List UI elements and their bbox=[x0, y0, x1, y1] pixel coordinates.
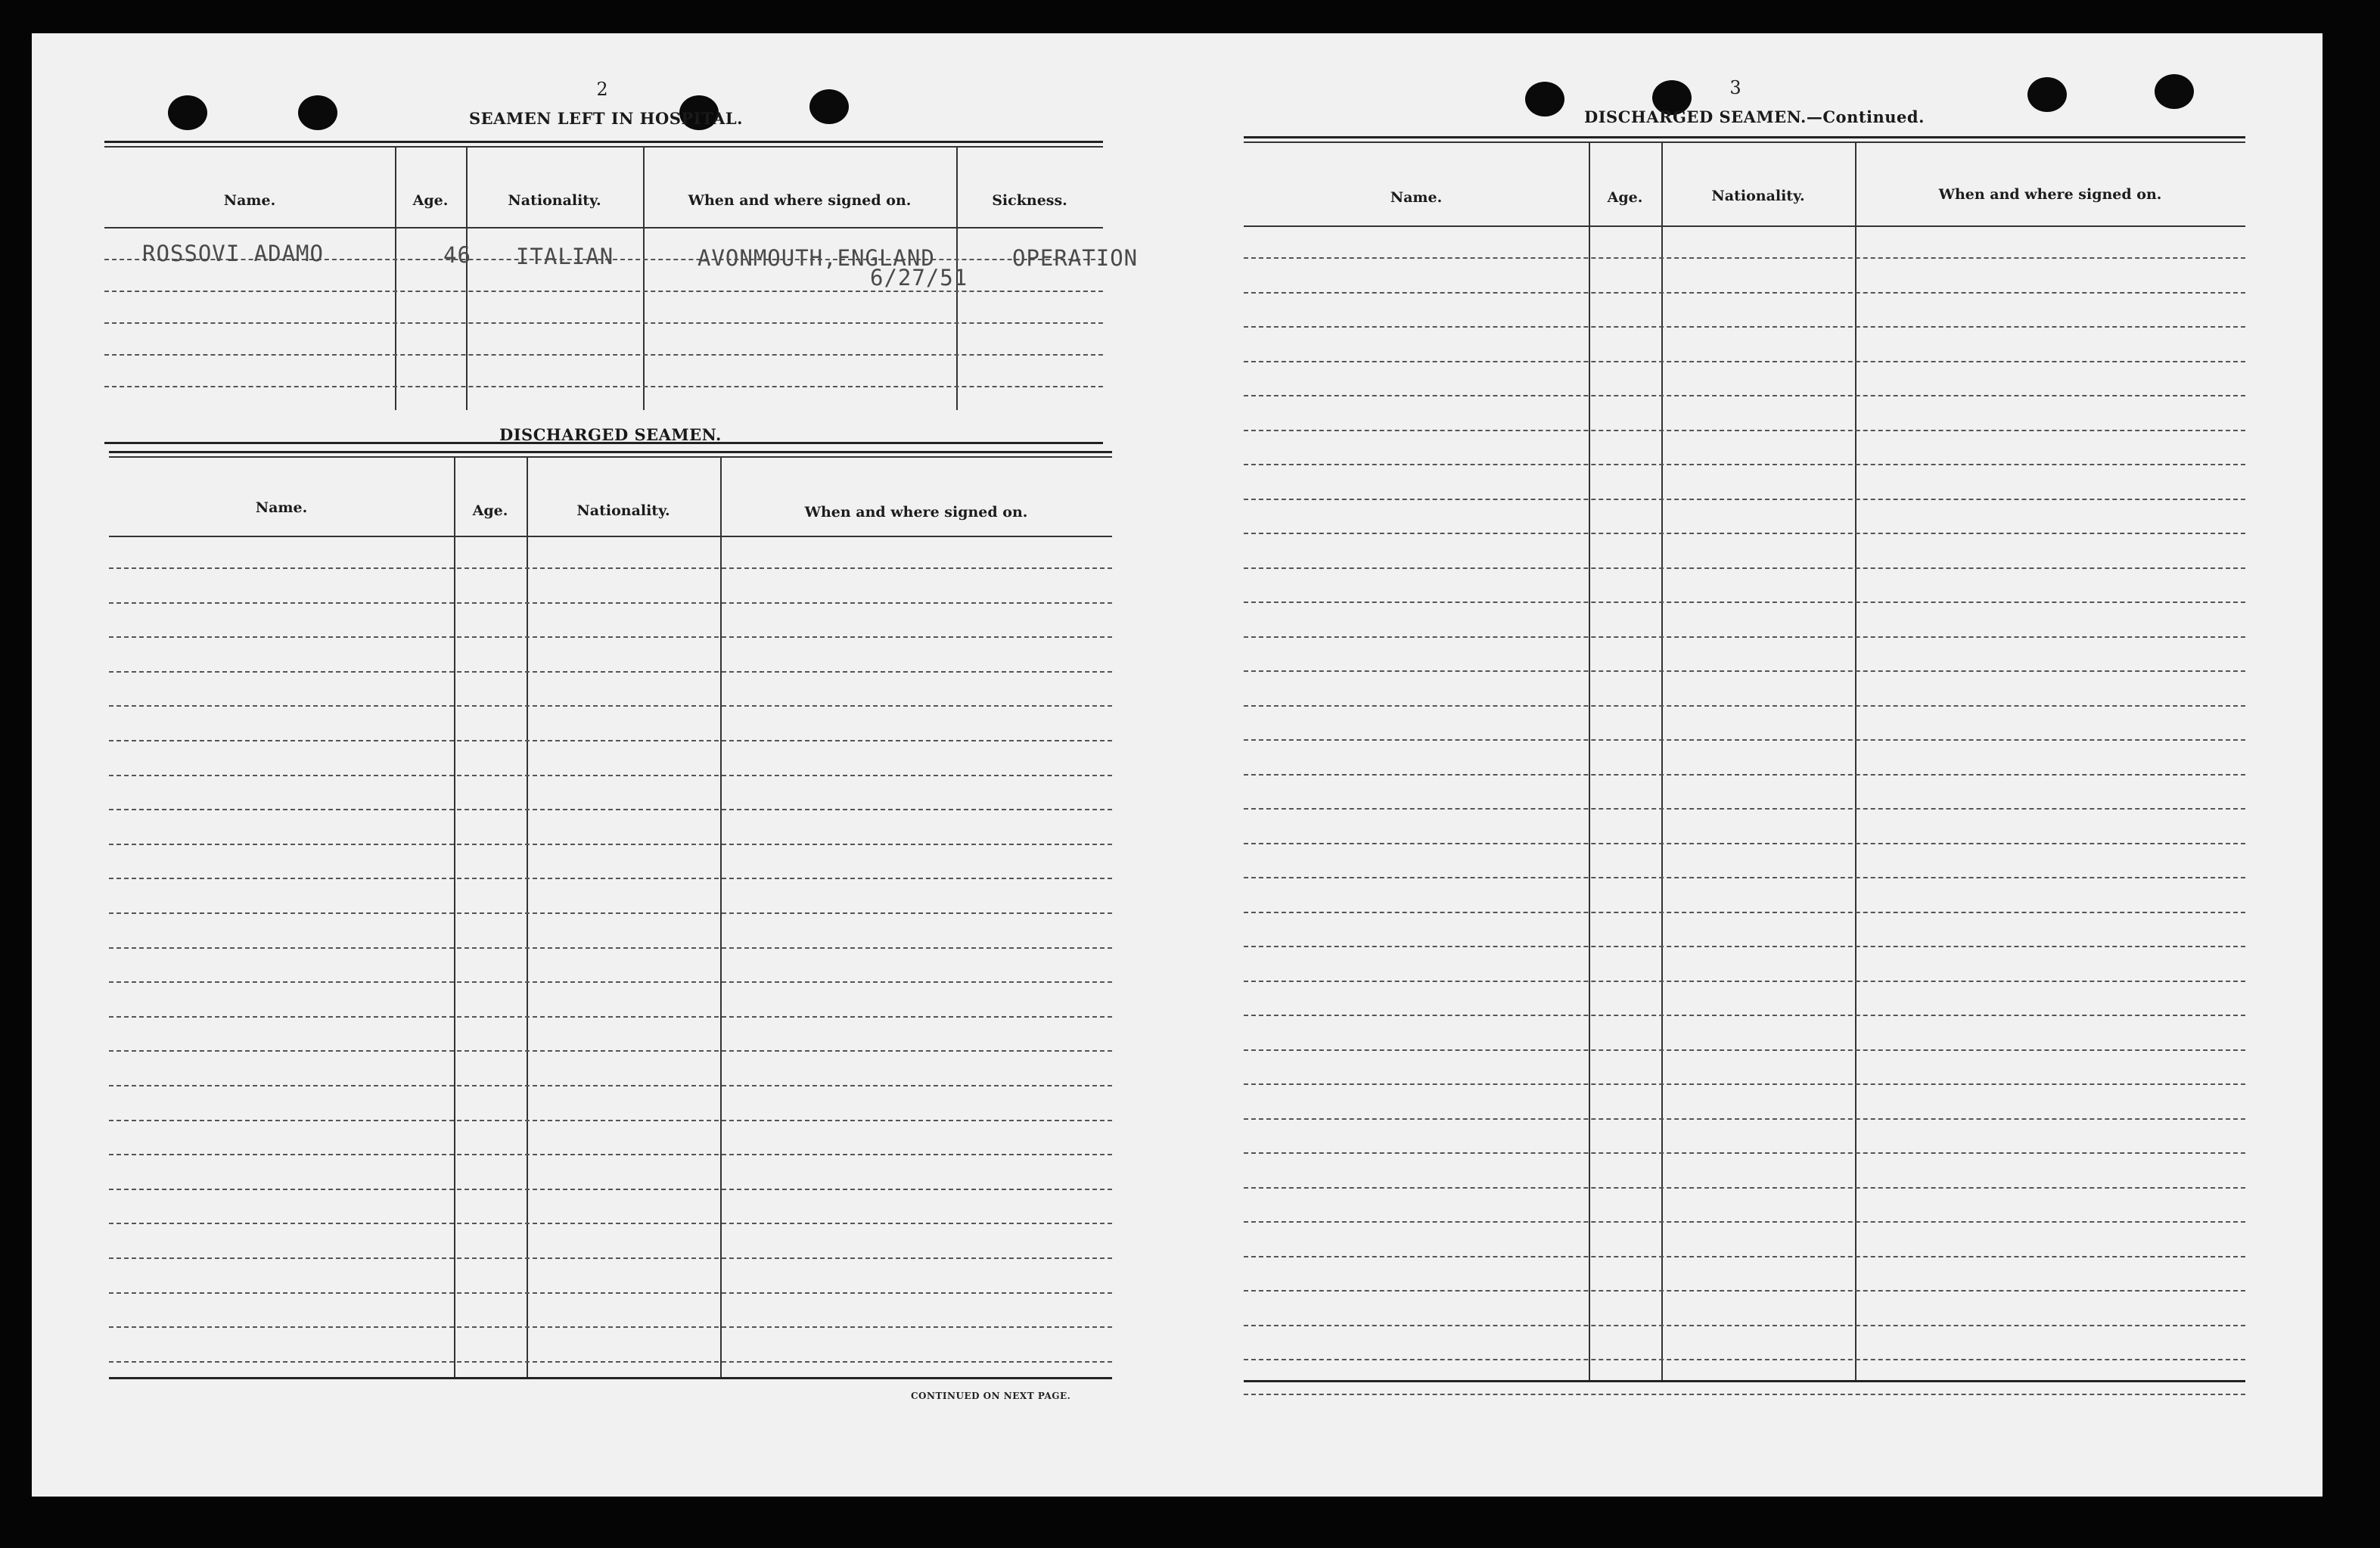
ruled-line bbox=[1244, 670, 2245, 672]
col-header-signed-on: When and where signed on. bbox=[688, 192, 912, 209]
ruled-line bbox=[1244, 1152, 2245, 1154]
col-header-name: Name. bbox=[223, 192, 276, 209]
ruled-line bbox=[1244, 774, 2245, 776]
ruled-line bbox=[1244, 981, 2245, 982]
ruled-line bbox=[109, 947, 1112, 949]
ruled-line bbox=[109, 1223, 1112, 1224]
ruled-line bbox=[109, 878, 1112, 879]
ruled-line bbox=[1244, 292, 2245, 294]
col-header-age: Age. bbox=[1607, 189, 1643, 206]
page-number-right: 3 bbox=[1729, 77, 1742, 98]
discharged-continued-table bbox=[1244, 136, 2245, 1422]
ruled-line bbox=[1244, 1083, 2245, 1085]
ruled-line bbox=[109, 981, 1112, 983]
continued-footer: CONTINUED ON NEXT PAGE. bbox=[911, 1391, 1071, 1401]
ruled-line bbox=[1244, 1359, 2245, 1360]
ruled-line bbox=[1244, 601, 2245, 603]
ruled-line bbox=[109, 1257, 1112, 1259]
ruled-line bbox=[1244, 499, 2245, 500]
ruled-line bbox=[1244, 1187, 2245, 1189]
entry-age: 46 bbox=[443, 242, 471, 268]
ruled-line bbox=[109, 567, 1112, 569]
ruled-line bbox=[109, 671, 1112, 673]
ruled-line bbox=[104, 354, 1103, 356]
col-header-nationality: Nationality. bbox=[508, 192, 601, 209]
punch-hole bbox=[2027, 77, 2067, 112]
discharged-section-title: DISCHARGED SEAMEN. bbox=[499, 425, 722, 444]
ruled-line bbox=[109, 1189, 1112, 1190]
ruled-line bbox=[109, 809, 1112, 810]
ruled-line bbox=[109, 636, 1112, 638]
ruled-line bbox=[1244, 1049, 2245, 1051]
ruled-line bbox=[1244, 739, 2245, 741]
col-header-nationality: Nationality. bbox=[576, 502, 670, 519]
hospital-section-title: SEAMEN LEFT IN HOSPITAL. bbox=[469, 109, 743, 128]
ruled-line bbox=[1244, 1394, 2245, 1395]
ruled-line bbox=[1244, 843, 2245, 844]
hospital-table bbox=[104, 141, 1139, 449]
ruled-line bbox=[1244, 877, 2245, 878]
ruled-line bbox=[1244, 1325, 2245, 1326]
ruled-line bbox=[109, 775, 1112, 776]
entry-name: ROSSOVI ADAMO bbox=[142, 241, 324, 266]
col-header-signed-on: When and where signed on. bbox=[1938, 186, 2162, 203]
ruled-line bbox=[109, 1016, 1112, 1018]
ruled-line bbox=[109, 912, 1112, 914]
punch-hole bbox=[2155, 74, 2194, 109]
punch-hole bbox=[1525, 82, 1564, 117]
ruled-line bbox=[1244, 705, 2245, 707]
punch-hole bbox=[298, 95, 337, 130]
ruled-line bbox=[1244, 533, 2245, 534]
ruled-line bbox=[1244, 808, 2245, 810]
col-header-age: Age. bbox=[472, 502, 508, 519]
entry-sickness: OPERATION bbox=[1012, 245, 1139, 271]
ruled-line bbox=[109, 740, 1112, 741]
ruled-line bbox=[1244, 946, 2245, 947]
ruled-line bbox=[1244, 1015, 2245, 1016]
ruled-line bbox=[1244, 257, 2245, 259]
ruled-line bbox=[1244, 430, 2245, 431]
ruled-line bbox=[1244, 1290, 2245, 1292]
punch-hole bbox=[809, 89, 849, 124]
entry-nationality: ITALIAN bbox=[516, 244, 614, 269]
ruled-line bbox=[109, 1326, 1112, 1328]
page-number-left: 2 bbox=[596, 79, 608, 100]
ruled-line bbox=[109, 1120, 1112, 1121]
ruled-line bbox=[104, 322, 1103, 324]
ruled-line bbox=[109, 1085, 1112, 1086]
ruled-line bbox=[104, 291, 1103, 292]
discharged-continued-title: DISCHARGED SEAMEN.—Continued. bbox=[1584, 107, 1925, 126]
col-header-signed-on: When and where signed on. bbox=[804, 504, 1028, 521]
ruled-line bbox=[1244, 326, 2245, 328]
ruled-line bbox=[1244, 1118, 2245, 1120]
ruled-line bbox=[109, 844, 1112, 845]
document-sheet bbox=[32, 33, 2323, 1497]
ruled-line bbox=[109, 705, 1112, 707]
ruled-line bbox=[1244, 464, 2245, 465]
ruled-line bbox=[109, 1292, 1112, 1294]
ruled-line bbox=[1244, 912, 2245, 913]
ruled-line bbox=[109, 1361, 1112, 1363]
entry-signed-on-place: AVONMOUTH,ENGLAND bbox=[698, 245, 935, 271]
col-header-nationality: Nationality. bbox=[1711, 188, 1805, 204]
ruled-line bbox=[1244, 361, 2245, 362]
col-header-sickness: Sickness. bbox=[992, 192, 1067, 209]
discharged-table bbox=[109, 451, 1112, 1419]
ruled-line bbox=[109, 602, 1112, 604]
ruled-line bbox=[109, 1050, 1112, 1052]
ruled-line bbox=[1244, 1256, 2245, 1257]
ruled-line bbox=[109, 1154, 1112, 1155]
punch-hole bbox=[168, 95, 207, 130]
col-header-name: Name. bbox=[255, 499, 308, 516]
col-header-age: Age. bbox=[412, 192, 449, 209]
ruled-line bbox=[1244, 1221, 2245, 1223]
ruled-line bbox=[104, 386, 1103, 387]
entry-signed-on-date: 6/27/51 bbox=[870, 265, 968, 291]
ruled-line bbox=[1244, 636, 2245, 638]
ruled-line bbox=[1244, 395, 2245, 396]
col-header-name: Name. bbox=[1390, 189, 1443, 206]
ruled-line bbox=[1244, 567, 2245, 569]
